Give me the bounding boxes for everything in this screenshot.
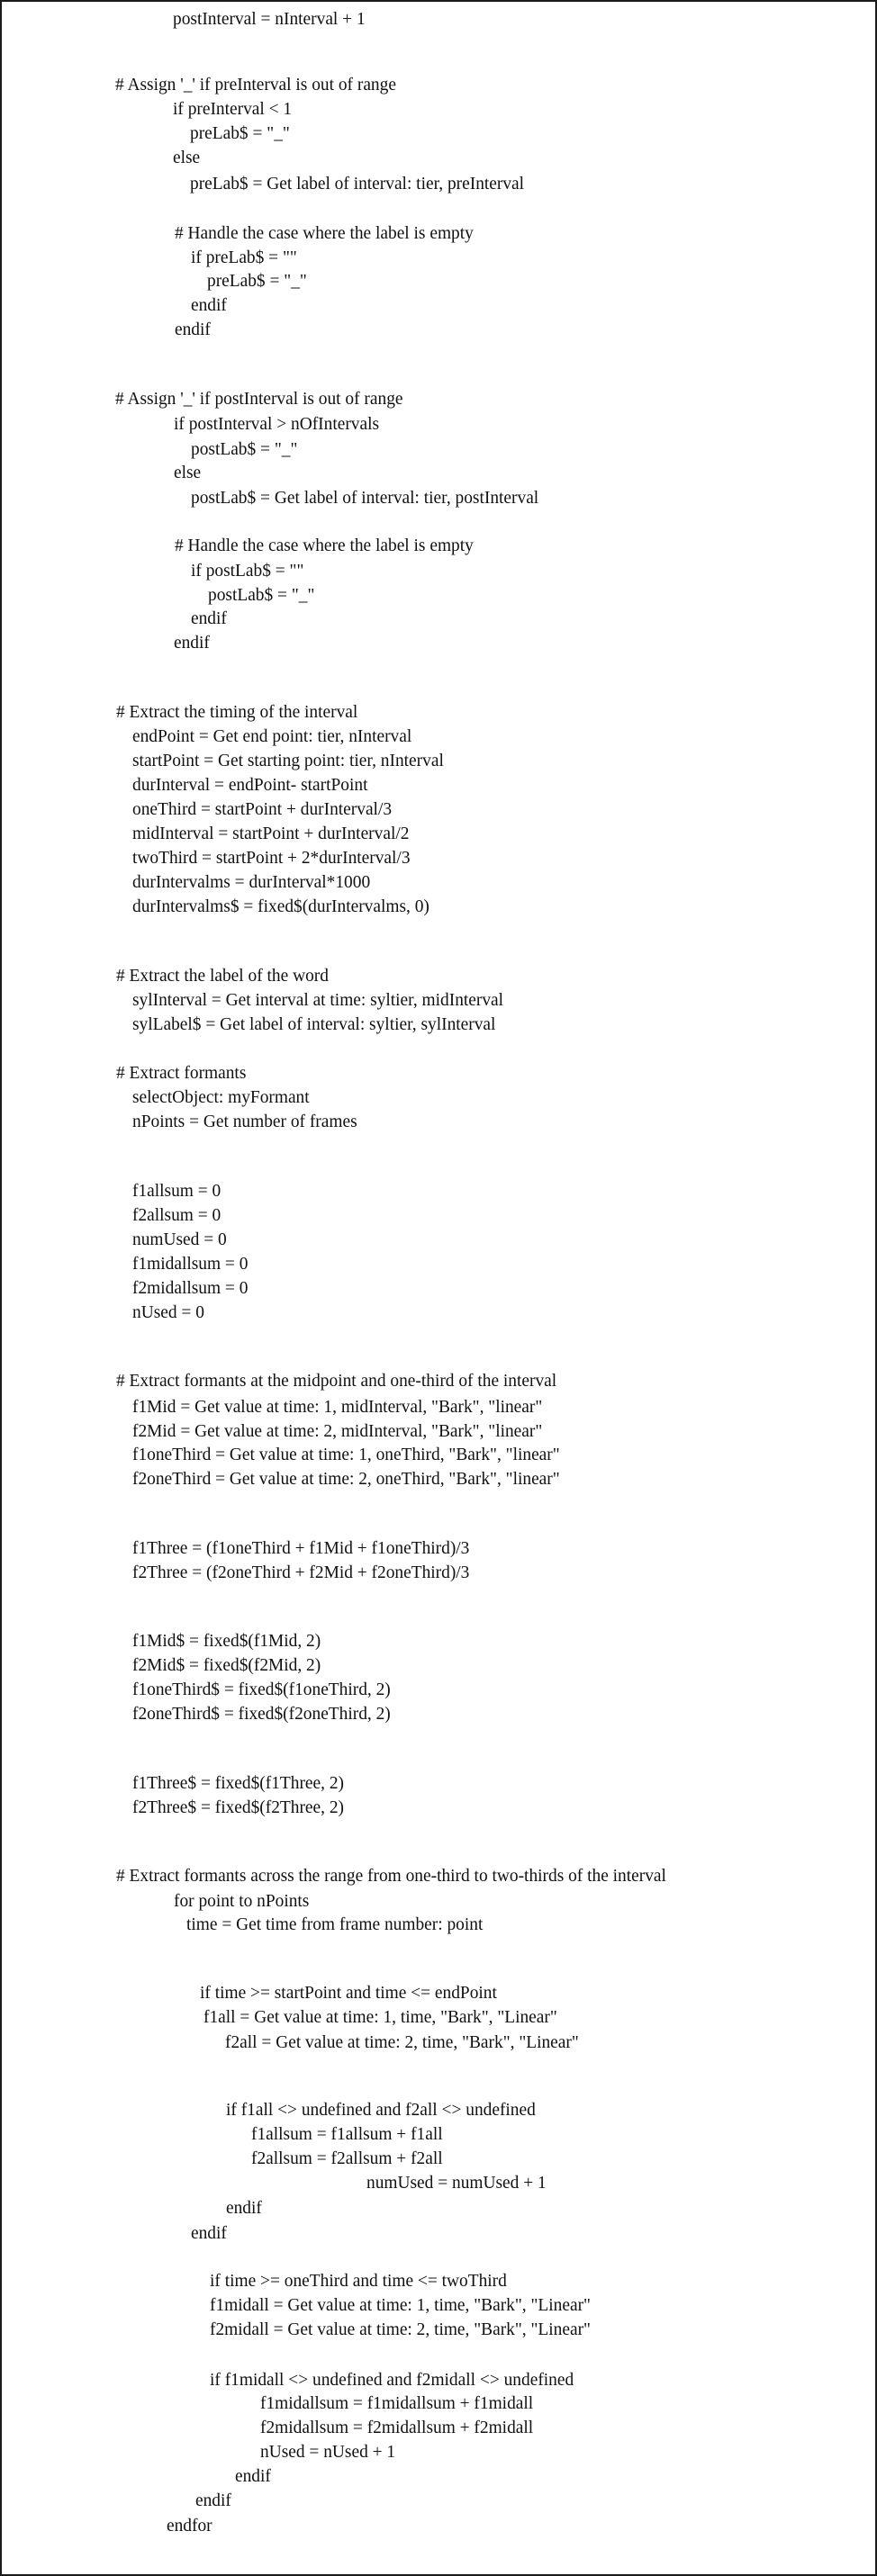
comment-line: # Handle the case where the label is empty	[175, 536, 474, 555]
code-line: endfor	[167, 2516, 212, 2535]
comment-line: # Extract formants at the midpoint and one-third of the interval	[116, 1371, 557, 1391]
code-line: f2all = Get value at time: 2, time, "Bark", "Linear"	[225, 2032, 579, 2052]
code-line: f2Three = (f2oneThird + f2Mid + f2oneThird)/3	[132, 1563, 470, 1582]
code-line: if f1midall <> undefined and f2midall <> undefined	[210, 2370, 574, 2390]
code-line: numUsed = 0	[132, 1229, 227, 1249]
code-line: postLab$ = "_"	[208, 585, 315, 605]
code-line: oneThird = startPoint + durInterval/3	[132, 799, 393, 819]
code-line: sylInterval = Get interval at time: syltier, midInterval	[132, 990, 504, 1010]
code-line: f2oneThird$ = fixed$(f2oneThird, 2)	[132, 1704, 391, 1724]
code-line: f2midallsum = 0	[132, 1278, 249, 1298]
code-line: f2allsum = f2allsum + f2all	[251, 2148, 443, 2168]
code-line: else	[173, 148, 201, 167]
code-line: nUsed = nUsed + 1	[260, 2442, 396, 2462]
code-line: f1midallsum = f1midallsum + f1midall	[260, 2393, 534, 2413]
comment-line: # Assign '_' if postInterval is out of range	[115, 389, 403, 409]
code-line: f1oneThird = Get value at time: 1, oneThird, "Bark", "linear"	[132, 1445, 560, 1464]
code-line: postLab$ = Get label of interval: tier, postInterval	[191, 488, 539, 508]
code-line: endif	[191, 295, 227, 315]
code-line: f2Mid = Get value at time: 2, midInterval, "Bark", "linear"	[132, 1421, 543, 1441]
code-line: f2allsum = 0	[132, 1205, 222, 1225]
code-line: numUsed = numUsed + 1	[366, 2173, 547, 2193]
comment-line: # Extract formants	[116, 1063, 247, 1083]
code-line: f1allsum = f1allsum + f1all	[251, 2124, 443, 2144]
comment-line: # Assign '_' if preInterval is out of range	[115, 75, 396, 95]
code-line: nPoints = Get number of frames	[132, 1112, 357, 1131]
code-line: f2oneThird = Get value at time: 2, oneThird, "Bark", "linear"	[132, 1469, 560, 1489]
code-line: startPoint = Get starting point: tier, nInterval	[132, 751, 444, 770]
code-line: if preInterval < 1	[173, 99, 293, 119]
code-line: if time >= oneThird and time <= twoThird	[210, 2271, 507, 2291]
code-line: f1Mid = Get value at time: 1, midInterval, "Bark", "linear"	[132, 1397, 543, 1417]
code-line: if postInterval > nOfIntervals	[174, 414, 380, 434]
comment-line: # Handle the case where the label is empty	[175, 223, 474, 243]
code-line: f1allsum = 0	[132, 1181, 222, 1201]
code-line: selectObject: myFormant	[132, 1087, 310, 1107]
code-line: endif	[175, 320, 211, 339]
code-line: nUsed = 0	[132, 1302, 204, 1322]
code-line: durIntervalms = durInterval*1000	[132, 872, 371, 892]
code-line: preLab$ = Get label of interval: tier, preInterval	[190, 174, 525, 194]
code-line: f2midall = Get value at time: 2, time, "Bark", "Linear"	[210, 2319, 591, 2339]
code-line: postInterval = nInterval + 1	[173, 9, 366, 29]
code-line: if time >= startPoint and time <= endPoint	[200, 1983, 497, 2003]
code-line: else	[174, 463, 202, 482]
code-line: f1all = Get value at time: 1, time, "Bark", "Linear"	[203, 2007, 557, 2027]
code-line: if preLab$ = ""	[191, 248, 297, 267]
code-line: f2Three$ = fixed$(f2Three, 2)	[132, 1797, 345, 1817]
code-line: preLab$ = "_"	[190, 123, 290, 143]
code-line: for point to nPoints	[174, 1891, 310, 1911]
code-line: if postLab$ = ""	[191, 561, 304, 581]
code-line: time = Get time from frame number: point	[186, 1914, 484, 1934]
code-line: postLab$ = "_"	[191, 439, 298, 459]
code-line: durInterval = endPoint- startPoint	[132, 775, 368, 795]
code-line: f1midallsum = 0	[132, 1254, 249, 1274]
code-line: endif	[235, 2466, 271, 2486]
code-line: preLab$ = "_"	[207, 271, 307, 291]
code-line: if f1all <> undefined and f2all <> undefined	[226, 2100, 536, 2120]
code-line: f1Three = (f1oneThird + f1Mid + f1oneThird)/3	[132, 1538, 470, 1558]
code-line: f2midallsum = f2midallsum + f2midall	[260, 2418, 534, 2437]
code-line: f1oneThird$ = fixed$(f1oneThird, 2)	[132, 1680, 391, 1699]
comment-line: # Extract the timing of the interval	[116, 702, 358, 722]
comment-line: # Extract the label of the word	[116, 966, 329, 986]
code-line: endif	[191, 608, 227, 628]
code-line: sylLabel$ = Get label of interval: syltier, sylInterval	[132, 1014, 496, 1034]
code-line: f1Mid$ = fixed$(f1Mid, 2)	[132, 1631, 321, 1651]
comment-line: # Extract formants across the range from one-third to two-thirds of the interval	[116, 1866, 666, 1886]
code-line: endPoint = Get end point: tier, nInterval	[132, 726, 412, 746]
code-line: endif	[226, 2198, 262, 2218]
code-line: f1midall = Get value at time: 1, time, "Bark", "Linear"	[210, 2295, 591, 2315]
code-line: twoThird = startPoint + 2*durInterval/3	[132, 848, 411, 868]
code-line: f1Three$ = fixed$(f1Three, 2)	[132, 1773, 345, 1793]
code-line: durIntervalms$ = fixed$(durIntervalms, 0)	[132, 896, 429, 916]
code-line: f2Mid$ = fixed$(f2Mid, 2)	[132, 1655, 321, 1675]
code-line: endif	[191, 2223, 227, 2243]
code-line: endif	[195, 2490, 231, 2510]
code-line: endif	[174, 633, 210, 653]
code-line: midInterval = startPoint + durInterval/2	[132, 824, 410, 843]
